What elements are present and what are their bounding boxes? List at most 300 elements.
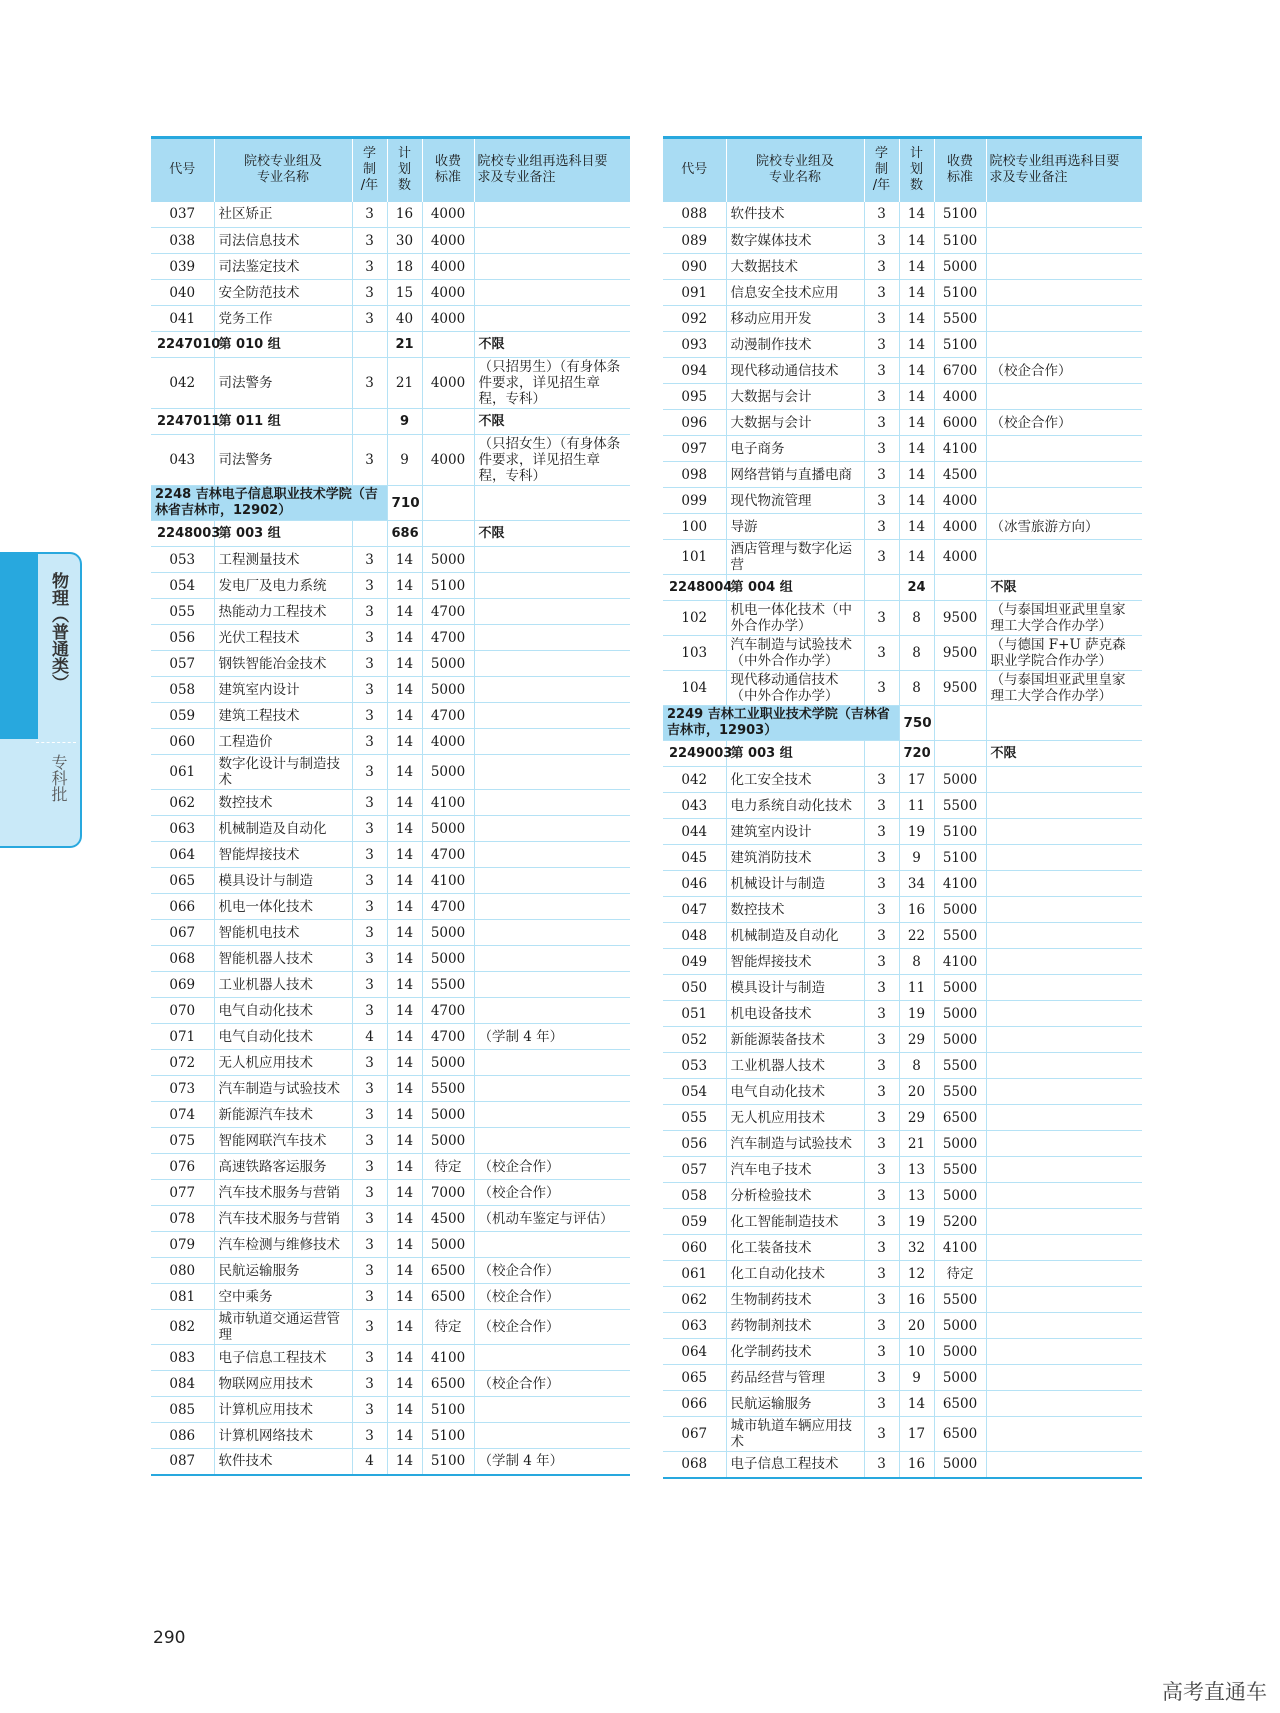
major-note bbox=[474, 868, 630, 894]
group-plan-count: 9 bbox=[387, 409, 422, 435]
tuition-fee: 5500 bbox=[934, 306, 986, 332]
tuition-fee: 5000 bbox=[934, 975, 986, 1001]
study-years: 3 bbox=[352, 1128, 387, 1154]
major-name: 汽车技术服务与营销 bbox=[214, 1206, 352, 1232]
major-row bbox=[663, 1053, 1142, 1079]
study-years: 3 bbox=[864, 280, 899, 306]
major-note bbox=[986, 1339, 1142, 1365]
major-note bbox=[986, 488, 1142, 514]
major-note bbox=[986, 845, 1142, 871]
study-years: 3 bbox=[352, 703, 387, 729]
study-years: 3 bbox=[864, 514, 899, 540]
table-header bbox=[151, 138, 630, 202]
group-fee-empty bbox=[934, 575, 986, 601]
major-code: 073 bbox=[151, 1076, 214, 1102]
header-code: 代号 bbox=[663, 138, 726, 202]
group-years-empty bbox=[864, 575, 899, 601]
major-code: 100 bbox=[663, 514, 726, 540]
major-note bbox=[986, 1001, 1142, 1027]
major-note bbox=[986, 540, 1142, 575]
plan-count: 29 bbox=[899, 1027, 934, 1053]
plan-count: 14 bbox=[899, 384, 934, 410]
tuition-fee: 4000 bbox=[422, 358, 474, 409]
major-code: 080 bbox=[151, 1258, 214, 1284]
study-years: 3 bbox=[352, 816, 387, 842]
major-name: 数字化设计与制造技术 bbox=[214, 755, 352, 790]
major-code: 066 bbox=[663, 1391, 726, 1417]
plan-count: 19 bbox=[899, 819, 934, 845]
major-name: 社区矫正 bbox=[214, 202, 352, 228]
plan-count: 14 bbox=[387, 599, 422, 625]
major-note bbox=[474, 1232, 630, 1258]
school-note-empty bbox=[986, 706, 1142, 741]
major-row bbox=[151, 894, 630, 920]
major-row bbox=[663, 202, 1142, 228]
study-years: 3 bbox=[352, 651, 387, 677]
study-years: 3 bbox=[352, 1258, 387, 1284]
major-code: 060 bbox=[663, 1235, 726, 1261]
study-years: 3 bbox=[864, 671, 899, 706]
plan-count: 11 bbox=[899, 975, 934, 1001]
study-years: 3 bbox=[864, 1027, 899, 1053]
study-years: 3 bbox=[352, 547, 387, 573]
major-row bbox=[151, 599, 630, 625]
major-name: 机电设备技术 bbox=[726, 1001, 864, 1027]
tuition-fee: 5100 bbox=[934, 332, 986, 358]
major-name: 汽车技术服务与营销 bbox=[214, 1180, 352, 1206]
tuition-fee: 5100 bbox=[934, 228, 986, 254]
study-years: 3 bbox=[352, 1423, 387, 1449]
group-fee-empty bbox=[422, 332, 474, 358]
study-years: 3 bbox=[352, 1232, 387, 1258]
plan-count: 16 bbox=[899, 1452, 934, 1478]
tuition-fee: 5100 bbox=[422, 1449, 474, 1475]
major-row bbox=[663, 1079, 1142, 1105]
group-plan-count: 24 bbox=[899, 575, 934, 601]
study-years: 3 bbox=[864, 358, 899, 384]
major-name: 热能动力工程技术 bbox=[214, 599, 352, 625]
major-name: 新能源汽车技术 bbox=[214, 1102, 352, 1128]
major-row bbox=[663, 1313, 1142, 1339]
major-name: 智能焊接技术 bbox=[214, 842, 352, 868]
admissions-table-right bbox=[663, 136, 1142, 1479]
group-code: 2249003 bbox=[663, 741, 726, 767]
major-name: 电子信息工程技术 bbox=[214, 1345, 352, 1371]
tuition-fee: 4000 bbox=[934, 488, 986, 514]
plan-count: 14 bbox=[387, 651, 422, 677]
tuition-fee: 5500 bbox=[934, 923, 986, 949]
group-name: 第 011 组 bbox=[214, 409, 352, 435]
major-name: 化工智能制造技术 bbox=[726, 1209, 864, 1235]
study-years: 3 bbox=[864, 306, 899, 332]
side-tab-accent bbox=[0, 554, 38, 739]
tuition-fee: 待定 bbox=[422, 1154, 474, 1180]
major-name: 司法鉴定技术 bbox=[214, 254, 352, 280]
plan-count: 14 bbox=[387, 816, 422, 842]
header-plan: 计 划 数 bbox=[387, 138, 422, 202]
plan-count: 9 bbox=[387, 435, 422, 486]
plan-count: 10 bbox=[899, 1339, 934, 1365]
plan-count: 14 bbox=[387, 625, 422, 651]
study-years: 3 bbox=[864, 1235, 899, 1261]
major-note: （只招女生）（有身体条件要求，详见招生章程，专科） bbox=[474, 435, 630, 486]
major-row bbox=[151, 573, 630, 599]
major-name: 工业机器人技术 bbox=[214, 972, 352, 998]
major-name: 城市轨道交通运营管理 bbox=[214, 1310, 352, 1345]
major-note bbox=[986, 1417, 1142, 1452]
study-years: 4 bbox=[352, 1024, 387, 1050]
plan-count: 14 bbox=[387, 1345, 422, 1371]
tuition-fee: 5500 bbox=[934, 1157, 986, 1183]
study-years: 3 bbox=[352, 729, 387, 755]
tuition-fee: 4100 bbox=[422, 790, 474, 816]
plan-count: 14 bbox=[899, 202, 934, 228]
major-note bbox=[986, 332, 1142, 358]
study-years: 3 bbox=[864, 845, 899, 871]
major-name: 建筑工程技术 bbox=[214, 703, 352, 729]
study-years: 3 bbox=[864, 488, 899, 514]
plan-count: 14 bbox=[899, 540, 934, 575]
plan-count: 9 bbox=[899, 845, 934, 871]
major-row bbox=[151, 1423, 630, 1449]
study-years: 3 bbox=[352, 1310, 387, 1345]
tuition-fee: 5000 bbox=[422, 547, 474, 573]
major-row bbox=[663, 410, 1142, 436]
major-name: 数字媒体技术 bbox=[726, 228, 864, 254]
major-code: 088 bbox=[663, 202, 726, 228]
tuition-fee: 4500 bbox=[934, 462, 986, 488]
tuition-fee: 4000 bbox=[422, 729, 474, 755]
header-name: 院校专业组及 专业名称 bbox=[214, 138, 352, 202]
plan-count: 14 bbox=[899, 332, 934, 358]
study-years: 3 bbox=[864, 410, 899, 436]
major-code: 055 bbox=[151, 599, 214, 625]
major-row bbox=[663, 1452, 1142, 1478]
major-note bbox=[986, 897, 1142, 923]
major-name: 高速铁路客运服务 bbox=[214, 1154, 352, 1180]
header-requirements: 院校专业组再选科目要 求及专业备注 bbox=[474, 138, 630, 202]
study-years: 3 bbox=[864, 975, 899, 1001]
major-row bbox=[663, 897, 1142, 923]
plan-count: 14 bbox=[387, 1180, 422, 1206]
tuition-fee: 5000 bbox=[934, 254, 986, 280]
major-name: 药物制剂技术 bbox=[726, 1313, 864, 1339]
major-row bbox=[151, 1154, 630, 1180]
watermark: 高考直通车 bbox=[1162, 1680, 1267, 1704]
major-note: （校企合作） bbox=[474, 1310, 630, 1345]
group-years-empty bbox=[352, 332, 387, 358]
group-name: 第 010 组 bbox=[214, 332, 352, 358]
tuition-fee: 7000 bbox=[422, 1180, 474, 1206]
major-name: 钢铁智能冶金技术 bbox=[214, 651, 352, 677]
major-code: 097 bbox=[663, 436, 726, 462]
major-name: 现代移动通信技术 bbox=[726, 358, 864, 384]
major-note bbox=[986, 384, 1142, 410]
tuition-fee: 5000 bbox=[422, 755, 474, 790]
major-code: 068 bbox=[663, 1452, 726, 1478]
group-plan-count: 686 bbox=[387, 521, 422, 547]
major-name: 酒店管理与数字化运营 bbox=[726, 540, 864, 575]
study-years: 3 bbox=[352, 358, 387, 409]
plan-count: 14 bbox=[387, 1423, 422, 1449]
tuition-fee: 5000 bbox=[934, 1027, 986, 1053]
major-code: 043 bbox=[663, 793, 726, 819]
major-note bbox=[474, 547, 630, 573]
major-note bbox=[474, 254, 630, 280]
major-note bbox=[986, 1365, 1142, 1391]
tuition-fee: 6500 bbox=[422, 1284, 474, 1310]
major-row bbox=[663, 1417, 1142, 1452]
tuition-fee: 4700 bbox=[422, 1024, 474, 1050]
major-code: 053 bbox=[151, 547, 214, 573]
major-note bbox=[986, 254, 1142, 280]
major-row bbox=[151, 1345, 630, 1371]
group-requirement: 不限 bbox=[474, 332, 630, 358]
major-code: 089 bbox=[663, 228, 726, 254]
plan-count: 14 bbox=[387, 972, 422, 998]
major-row bbox=[663, 332, 1142, 358]
major-note bbox=[474, 755, 630, 790]
major-name: 动漫制作技术 bbox=[726, 332, 864, 358]
header-fee: 收费 标准 bbox=[934, 138, 986, 202]
plan-count: 14 bbox=[899, 280, 934, 306]
major-row bbox=[151, 358, 630, 409]
study-years: 3 bbox=[352, 599, 387, 625]
tuition-fee: 5000 bbox=[934, 1183, 986, 1209]
major-row bbox=[151, 625, 630, 651]
major-note: （与泰国坦亚武里皇家理工大学合作办学） bbox=[986, 601, 1142, 636]
major-row bbox=[663, 306, 1142, 332]
tuition-fee: 6500 bbox=[422, 1258, 474, 1284]
study-years: 3 bbox=[352, 1345, 387, 1371]
study-years: 3 bbox=[864, 923, 899, 949]
major-note: （冰雪旅游方向） bbox=[986, 514, 1142, 540]
study-years: 3 bbox=[352, 868, 387, 894]
major-name: 模具设计与制造 bbox=[214, 868, 352, 894]
major-name: 大数据技术 bbox=[726, 254, 864, 280]
plan-count: 16 bbox=[387, 202, 422, 228]
study-years: 3 bbox=[864, 1261, 899, 1287]
major-note bbox=[986, 1391, 1142, 1417]
major-name: 空中乘务 bbox=[214, 1284, 352, 1310]
major-note bbox=[474, 599, 630, 625]
major-row bbox=[151, 1258, 630, 1284]
major-name: 民航运输服务 bbox=[214, 1258, 352, 1284]
plan-count: 14 bbox=[387, 946, 422, 972]
major-code: 054 bbox=[151, 573, 214, 599]
major-name: 城市轨道车辆应用技术 bbox=[726, 1417, 864, 1452]
major-code: 055 bbox=[663, 1105, 726, 1131]
plan-count: 14 bbox=[387, 547, 422, 573]
major-name: 电气自动化技术 bbox=[214, 998, 352, 1024]
major-note bbox=[986, 1261, 1142, 1287]
plan-count: 14 bbox=[387, 1128, 422, 1154]
tuition-fee: 4700 bbox=[422, 625, 474, 651]
major-note bbox=[986, 1235, 1142, 1261]
tuition-fee: 5100 bbox=[422, 1423, 474, 1449]
major-name: 安全防范技术 bbox=[214, 280, 352, 306]
major-code: 038 bbox=[151, 228, 214, 254]
group-plan-count: 21 bbox=[387, 332, 422, 358]
major-code: 065 bbox=[663, 1365, 726, 1391]
admissions-table-left bbox=[151, 136, 630, 1476]
major-row bbox=[663, 1261, 1142, 1287]
study-years: 3 bbox=[352, 435, 387, 486]
major-code: 082 bbox=[151, 1310, 214, 1345]
major-note bbox=[474, 1128, 630, 1154]
header-name: 院校专业组及 专业名称 bbox=[726, 138, 864, 202]
major-name: 机械设计与制造 bbox=[726, 871, 864, 897]
major-row bbox=[151, 1449, 630, 1475]
school-note-empty bbox=[474, 486, 630, 521]
major-code: 058 bbox=[663, 1183, 726, 1209]
major-note: （与泰国坦亚武里皇家理工大学合作办学） bbox=[986, 671, 1142, 706]
study-years: 3 bbox=[352, 1180, 387, 1206]
study-years: 3 bbox=[352, 790, 387, 816]
group-code: 2247011 bbox=[151, 409, 214, 435]
major-name: 机电一体化技术（中外合作办学） bbox=[726, 601, 864, 636]
tuition-fee: 6500 bbox=[934, 1391, 986, 1417]
plan-count: 14 bbox=[899, 228, 934, 254]
major-row bbox=[151, 972, 630, 998]
major-code: 049 bbox=[663, 949, 726, 975]
major-note bbox=[986, 1105, 1142, 1131]
major-code: 074 bbox=[151, 1102, 214, 1128]
major-row bbox=[151, 790, 630, 816]
plan-count: 18 bbox=[387, 254, 422, 280]
plan-count: 14 bbox=[387, 1024, 422, 1050]
study-years: 3 bbox=[352, 573, 387, 599]
side-tab bbox=[0, 552, 82, 848]
major-row bbox=[151, 1232, 630, 1258]
major-row bbox=[663, 540, 1142, 575]
group-years-empty bbox=[864, 741, 899, 767]
plan-count: 14 bbox=[387, 1154, 422, 1180]
study-years: 3 bbox=[352, 1050, 387, 1076]
major-code: 059 bbox=[663, 1209, 726, 1235]
major-name: 数控技术 bbox=[726, 897, 864, 923]
major-note: （校企合作） bbox=[986, 358, 1142, 384]
major-code: 084 bbox=[151, 1371, 214, 1397]
plan-count: 11 bbox=[899, 793, 934, 819]
study-years: 3 bbox=[352, 946, 387, 972]
tuition-fee: 4100 bbox=[422, 1345, 474, 1371]
major-name: 模具设计与制造 bbox=[726, 975, 864, 1001]
major-note: （学制 4 年） bbox=[474, 1449, 630, 1475]
tuition-fee: 5000 bbox=[934, 1339, 986, 1365]
tuition-fee: 5100 bbox=[934, 819, 986, 845]
tuition-fee: 4500 bbox=[422, 1206, 474, 1232]
study-years: 3 bbox=[864, 254, 899, 280]
major-row bbox=[151, 254, 630, 280]
major-name: 计算机网络技术 bbox=[214, 1423, 352, 1449]
study-years: 3 bbox=[864, 1339, 899, 1365]
study-years: 3 bbox=[864, 949, 899, 975]
plan-count: 14 bbox=[387, 1397, 422, 1423]
tuition-fee: 5100 bbox=[934, 845, 986, 871]
major-row bbox=[151, 920, 630, 946]
major-code: 099 bbox=[663, 488, 726, 514]
major-note: （只招男生）（有身体条件要求，详见招生章程，专科） bbox=[474, 358, 630, 409]
tuition-fee: 6500 bbox=[422, 1371, 474, 1397]
header-years: 学 制 /年 bbox=[864, 138, 899, 202]
major-note bbox=[474, 946, 630, 972]
major-name: 发电厂及电力系统 bbox=[214, 573, 352, 599]
study-years: 3 bbox=[352, 228, 387, 254]
group-code: 2247010 bbox=[151, 332, 214, 358]
plan-count: 22 bbox=[899, 923, 934, 949]
major-note bbox=[474, 729, 630, 755]
major-note bbox=[986, 1313, 1142, 1339]
plan-count: 14 bbox=[899, 462, 934, 488]
major-code: 101 bbox=[663, 540, 726, 575]
study-years: 3 bbox=[352, 894, 387, 920]
major-row bbox=[663, 923, 1142, 949]
tuition-fee: 6700 bbox=[934, 358, 986, 384]
major-code: 085 bbox=[151, 1397, 214, 1423]
study-years: 3 bbox=[864, 228, 899, 254]
major-name: 电气自动化技术 bbox=[214, 1024, 352, 1050]
tuition-fee: 5000 bbox=[422, 651, 474, 677]
study-years: 3 bbox=[864, 540, 899, 575]
plan-count: 14 bbox=[387, 1371, 422, 1397]
study-years: 3 bbox=[352, 1371, 387, 1397]
school-fee-empty bbox=[934, 706, 986, 741]
plan-count: 17 bbox=[899, 767, 934, 793]
plan-count: 20 bbox=[899, 1313, 934, 1339]
major-row bbox=[151, 677, 630, 703]
study-years: 3 bbox=[352, 306, 387, 332]
major-note bbox=[986, 949, 1142, 975]
major-note: （校企合作） bbox=[986, 410, 1142, 436]
major-code: 081 bbox=[151, 1284, 214, 1310]
major-code: 059 bbox=[151, 703, 214, 729]
major-row bbox=[151, 816, 630, 842]
major-name: 建筑室内设计 bbox=[214, 677, 352, 703]
major-name: 信息安全技术应用 bbox=[726, 280, 864, 306]
plan-count: 14 bbox=[387, 755, 422, 790]
header-requirements: 院校专业组再选科目要 求及专业备注 bbox=[986, 138, 1142, 202]
major-code: 042 bbox=[663, 767, 726, 793]
major-name: 智能机电技术 bbox=[214, 920, 352, 946]
plan-count: 15 bbox=[387, 280, 422, 306]
plan-count: 12 bbox=[899, 1261, 934, 1287]
major-note bbox=[986, 436, 1142, 462]
major-name: 电力系统自动化技术 bbox=[726, 793, 864, 819]
major-code: 075 bbox=[151, 1128, 214, 1154]
major-note bbox=[986, 280, 1142, 306]
major-row bbox=[663, 1157, 1142, 1183]
major-code: 046 bbox=[663, 871, 726, 897]
plan-count: 14 bbox=[899, 488, 934, 514]
plan-count: 17 bbox=[899, 1417, 934, 1452]
study-years: 3 bbox=[864, 436, 899, 462]
tuition-fee: 4700 bbox=[422, 842, 474, 868]
major-row bbox=[663, 636, 1142, 671]
plan-count: 14 bbox=[387, 790, 422, 816]
tuition-fee: 4100 bbox=[934, 1235, 986, 1261]
group-row bbox=[151, 409, 630, 435]
study-years: 3 bbox=[864, 1452, 899, 1478]
major-name: 生物制药技术 bbox=[726, 1287, 864, 1313]
study-years: 3 bbox=[864, 1313, 899, 1339]
major-row bbox=[663, 254, 1142, 280]
major-row bbox=[151, 946, 630, 972]
major-code: 069 bbox=[151, 972, 214, 998]
major-note bbox=[986, 202, 1142, 228]
major-name: 电子信息工程技术 bbox=[726, 1452, 864, 1478]
plan-count: 30 bbox=[387, 228, 422, 254]
